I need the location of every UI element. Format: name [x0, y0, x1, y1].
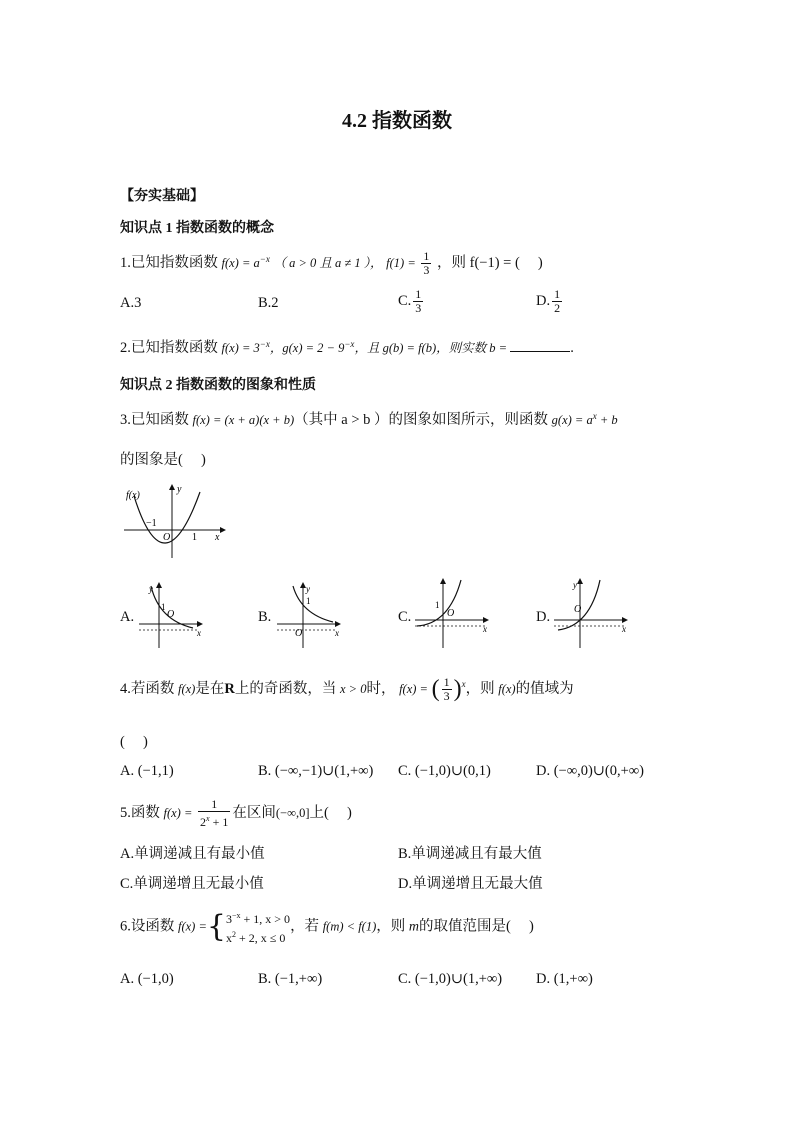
q5-option-a: A.单调递减且有最小值	[120, 846, 265, 862]
q3-line2: 的图象是( )	[120, 452, 206, 468]
svg-text:x: x	[335, 628, 339, 638]
q1-fraction: $\frac{1}{3}$	[423, 249, 430, 277]
q2-f: $f(x) = 3^{-x}$	[221, 338, 270, 355]
q5-option-b: B.单调递减且有最大值	[398, 846, 542, 862]
q4-option-d: D. (−∞,0)∪(0,+∞)	[536, 763, 644, 779]
q3-option-c-graph	[413, 576, 493, 650]
svg-text:1: 1	[306, 596, 311, 606]
q1-option-a: A.3	[120, 295, 142, 311]
q3-option-a: A.	[120, 609, 135, 625]
q2-g: ，$g(x) = 2 - 9^{-x}$	[269, 338, 355, 355]
knowledge-point-2: 知识点 2 指数函数的图象和性质	[120, 378, 316, 393]
q5-option-c: C.单调递增且无最小值	[120, 876, 264, 892]
svg-text:x: x	[622, 624, 626, 634]
svg-text:O: O	[295, 628, 303, 639]
graph-y-label: y	[177, 484, 182, 495]
svg-text:y: y	[149, 584, 153, 594]
graph-origin-label: O	[163, 532, 171, 543]
svg-text:O: O	[167, 609, 175, 620]
q1-option-b: B.2	[258, 295, 279, 311]
question-6: 6.设函数 f(x) ={ $3^{-x} + 1$, x > 0 $x^2 + 2$, x ≤ 0 ，若 f(m) < f(1)，则 m的取值范围是( )	[120, 909, 534, 945]
q6-option-b: B. (−1,+∞)	[258, 971, 323, 987]
answer-blank	[510, 339, 570, 352]
q6-option-d: D. (1,+∞)	[536, 971, 593, 987]
question-4: 4.若函数 f(x)是在R上的奇函数，当 x > 0时， f(x) = ( $\frac{1}{3}$ )$^x$，则 f(x)的值域为	[120, 675, 574, 703]
question-3: 3.已知函数 f(x) = (x + a)(x + b)（其中 a > b ）的图象如图所示，则函数 $g(x) = a^x + b$	[120, 410, 618, 428]
svg-text:1: 1	[161, 602, 166, 612]
q1-option-d: D. $\frac{1}{2}$	[536, 287, 561, 315]
graph-fx-label: f(x)	[126, 490, 140, 501]
q5-option-d: D.单调递增且无最大值	[398, 876, 543, 892]
q3-option-b: B.	[258, 609, 272, 625]
q1-function: $f(x) = a^{-x}$	[221, 253, 270, 270]
svg-text:x: x	[197, 628, 201, 638]
svg-text:1: 1	[435, 600, 440, 610]
q3-option-d-graph	[552, 576, 632, 650]
graph-one-label: 1	[192, 532, 197, 543]
q1-ask: ，则 f(−1) = ( )	[437, 254, 543, 271]
q3-option-b-graph	[275, 580, 345, 650]
q4-option-b: B. (−∞,−1)∪(1,+∞)	[258, 763, 374, 779]
q1-f1: f(1) =	[386, 255, 416, 270]
q6-option-c: C. (−1,0)∪(1,+∞)	[398, 971, 503, 987]
q3-option-c: C.	[398, 609, 412, 625]
knowledge-point-1: 知识点 1 指数函数的概念	[120, 221, 274, 236]
svg-text:y: y	[573, 580, 577, 590]
q4-option-c: C. (−1,0)∪(0,1)	[398, 763, 491, 779]
question-2: 2.已知指数函数 $f(x) = 3^{-x}$，$g(x) = 2 - 9^{-x}$，且 g(b) = f(b)，则实数 b = .	[120, 338, 574, 356]
q3-parabola-graph	[120, 482, 230, 560]
question-1	[120, 250, 543, 277]
svg-text:O: O	[447, 608, 455, 619]
svg-text:O: O	[574, 604, 582, 615]
q1-option-c: C. $\frac{1}{3}$	[398, 287, 422, 315]
section-label: 【夯实基础】	[120, 189, 204, 204]
q4-line2: ( )	[120, 734, 148, 750]
svg-text:y: y	[306, 584, 310, 594]
graph-x-label: x	[215, 532, 220, 543]
q6-option-a: A. (−1,0)	[120, 971, 174, 987]
svg-text:x: x	[483, 624, 487, 634]
q3-option-a-graph	[137, 580, 207, 650]
q1-condition: （ a > 0 且 a ≠ 1 ），	[273, 255, 383, 270]
q4-option-a: A. (−1,1)	[120, 763, 174, 779]
q1-stem: 1.已知指数函数	[120, 254, 218, 271]
q3-option-d: D.	[536, 609, 551, 625]
graph-neg1-label: −1	[146, 518, 157, 529]
q6-piecewise: $3^{-x} + 1$, x > 0 $x^2 + 2$, x ≤ 0	[226, 911, 291, 945]
page-title: 4.2 指数函数	[342, 110, 452, 132]
question-5: 5.函数 f(x) = $\frac{1}{2^x + 1}$ 在区间(−∞,0]上( )	[120, 797, 352, 829]
